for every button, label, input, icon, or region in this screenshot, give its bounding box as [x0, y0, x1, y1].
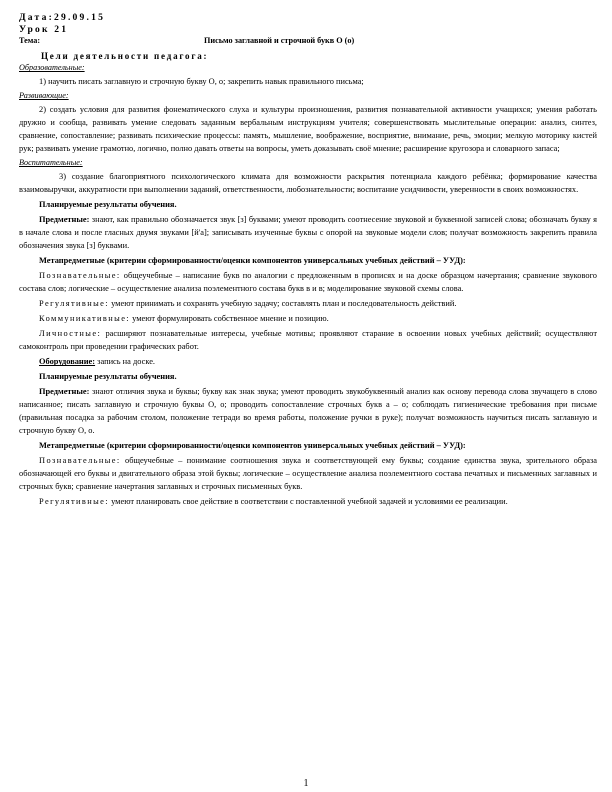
results-title-1: Планируемые результаты обучения. [39, 200, 177, 210]
equipment-text: запись на доске. [95, 357, 156, 367]
cognitive-label-1: Познавательные: [39, 271, 121, 281]
topic-label: Тема: [19, 36, 41, 46]
date-line: Дата:29.09.15 [19, 12, 106, 23]
regulatory-text-1: умеют принимать и сохранять учебную задачу; составлять план и последовательность действий. [109, 299, 457, 309]
regulatory-1 [19, 297, 597, 310]
upbringing-label: Воспитательные: [19, 158, 83, 168]
educational-text: 1) научить писать заглавную и строчную букву О, о; закрепить навык правильного письма; [39, 77, 364, 87]
cognitive-text-1: общеучебные – написание букв по аналогии с предложенным в прописях и на доске образцом начертания; сравнение звукового состава слов; логические – осуществление анализа поэлементного состава букв в и в; моделирование звуковой схемы слова. [19, 271, 597, 294]
subject-results-2 [19, 385, 597, 437]
cognitive-text-2: общеучебные – понимание соотношения звука и соответствующей ему буквы; создание единства звука, зрительного образа обозначающей его буквы и двигательного образа этой буквы; логические – осуществление анализа поэлементного состава печатных и письменных заглавных и строчных букв; сравнение начертания заглавных и строчных письменных букв. [19, 456, 597, 492]
subject-label-1: Предметные: [39, 215, 90, 225]
cognitive-1 [19, 269, 597, 295]
equipment [19, 355, 597, 368]
lesson-line: Урок 21 [19, 24, 69, 36]
cognitive-2 [19, 454, 597, 493]
personal-label-1: Личностные: [39, 329, 102, 339]
developing-label: Развивающие: [19, 91, 69, 101]
upbringing-text: 3) создание благоприятного психологического климата для возможности раскрытия потенциала каждого ребёнка; формирование качества взаимовыручки, аккуратности при выполнении заданий, ответственности, любознательности; воспитание усидчивости, уверенности в своих возможностях. [19, 172, 597, 195]
cognitive-label-2: Познавательные: [39, 456, 121, 466]
goals-title: Цели деятельности педагога: [41, 51, 209, 62]
page-number: 1 [303, 778, 309, 789]
communicative-1 [19, 312, 597, 325]
subject-text-2: знают отличия звука и буквы; букву как знак звука; умеют проводить звукобуквенный анализ как основу перевода слова звучащего в слово написанное; писать заглавную и строчную буквы О, о; проводить сопоставление строчных букв а – о; соблюдать гигиенические требования при письме (правильная посадка за рабочим столом, положение тетради во время работы, положение ручки в руке); получат возможность научиться писать заглавную и строчную букву О, о. [19, 387, 597, 436]
equipment-label: Оборудование: [39, 357, 96, 367]
regulatory-label-2: Регулятивные: [39, 497, 109, 507]
topic-text: Письмо заглавной и строчной букв О (о) [204, 36, 355, 46]
regulatory-2 [19, 495, 597, 508]
personal-text-1: расширяют познавательные интересы, учебные мотивы; проявляют старание в освоении новых учебных действий; осуществляют самоконтроль при проведении графических работ. [19, 329, 597, 352]
document-page [19, 12, 597, 510]
regulatory-text-2: умеют планировать свое действие в соответствии с поставленной учебной задачей и условиями ее реализации. [109, 497, 508, 507]
developing-text: 2) создать условия для развития фонематического слуха и культуры произношения, развития познавательной активности учащихся; умения работать дружно и сообща, развивать умение следовать заданным вербальным инструкциям учителя; совершенствовать мыслительные операции: анализ, синтез, сравнение, сопоставление; развивать психические процессы: память, мышление, воображение, восприятие, внимание, речь, эмоции; мелкую моторику кистей рук; развивать умение грамотно, логично, полно давать ответы на вопросы, уметь доказывать своё мнение; расширение кругозора и словарного запаса; [19, 105, 597, 154]
regulatory-label-1: Регулятивные: [39, 299, 109, 309]
communicative-label-1: Коммуникативные: [39, 314, 131, 324]
educational-label: Образовательные: [19, 63, 85, 73]
communicative-text-1: умеют формулировать собственное мнение и позицию. [130, 314, 329, 324]
personal-1 [19, 327, 597, 353]
subject-results-1 [19, 213, 597, 252]
meta-title-1: Метапредметные (критерии сформированности/оценки компонентов универсальных учебных действий – УУД): [39, 256, 466, 266]
results-title-2: Планируемые результаты обучения. [39, 372, 177, 382]
subject-text-1: знают, как правильно обозначается звук [з] буквами; умеют проводить соотнесение звуковой и буквенной записей слова; обозначать букву я в начале слова и после гласных двумя звуками [й'а]; записывать изученные буквы с опорой на звуковые модели слов; получат возможность закрепить правила обозначения звука [з] буквами. [19, 215, 597, 251]
meta-title-2: Метапредметные (критерии сформированности/оценки компонентов универсальных учебных действий – УУД): [39, 441, 466, 451]
subject-label-2: Предметные: [39, 387, 90, 397]
topic-row [19, 36, 597, 50]
